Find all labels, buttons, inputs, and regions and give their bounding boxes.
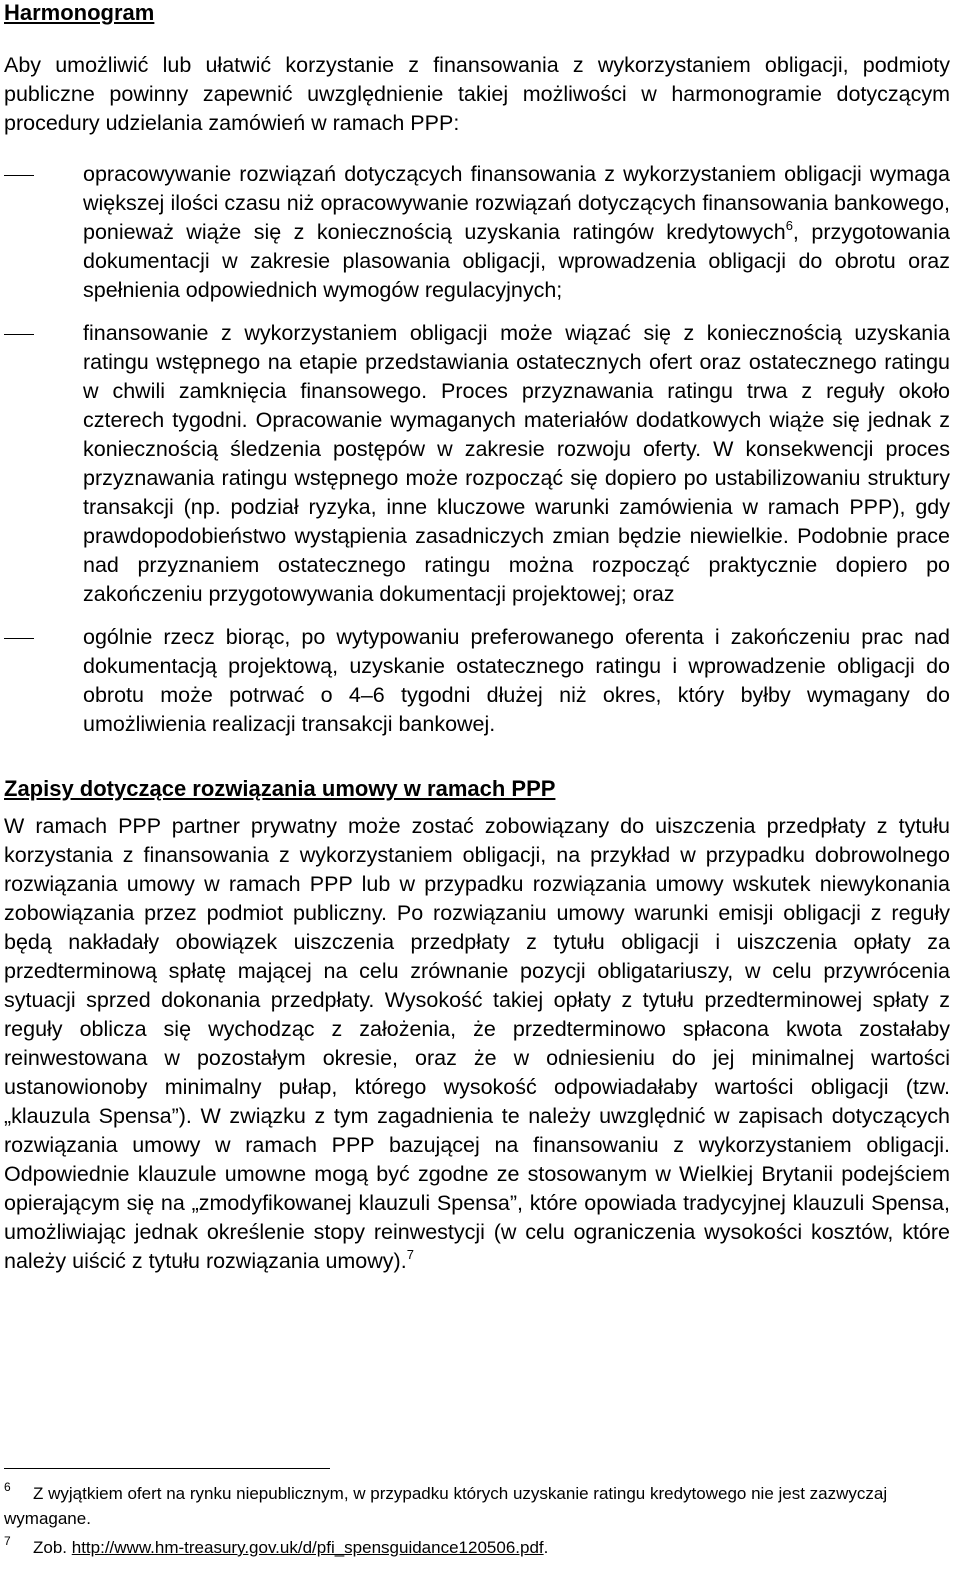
footnote-7	[4, 1535, 950, 1560]
list-item-text: ogólnie rzecz biorąc, po wytypowaniu preferowanego oferenta i zakończeniu prac nad dokumentacją projektową, uzyskanie ostatecznego ratingu i wprowadzenie obligacji do obrotu może potrwać o 4–6 tygodni dłużej niż okres, który byłby wymagany do umożliwienia realizacji transakcji bankowej.	[83, 625, 950, 736]
footnote-separator	[4, 1468, 330, 1469]
footnote-text: Z wyjątkiem ofert na rynku niepublicznym, w przypadku których uzyskanie ratingu kredytowego nie jest zazwyczaj wymagane.	[4, 1484, 888, 1528]
footnote-suffix: .	[543, 1538, 549, 1557]
dash-bullet-icon	[4, 638, 34, 639]
heading-text: Zapisy dotyczące rozwiązania umowy w ramach PPP	[4, 776, 556, 801]
footnote-number: 7	[4, 1534, 11, 1548]
document-page	[4, 0, 950, 1276]
footnote-ref: 7	[406, 1247, 414, 1262]
heading-text: Harmonogram	[4, 0, 155, 25]
list-item-text: opracowywanie rozwiązań dotyczących finansowania z wykorzystaniem obligacji wymaga większej ilości czasu niż opracowywanie rozwiązań dotyczących finansowania bankowego, ponieważ wiąże się z koniecznością uzyskania ratingów kredytowych	[83, 162, 950, 244]
body-paragraph	[4, 812, 950, 1276]
intro-paragraph: Aby umożliwić lub ułatwić korzystanie z finansowania z wykorzystaniem obligacji, podmioty publiczne powinny zapewnić uwzględnienie takiej możliwości w harmonogramie dotyczącym procedury udzielania zamówień w ramach PPP:	[4, 53, 950, 135]
dash-bullet-icon	[4, 334, 34, 335]
footnote-prefix: Zob.	[33, 1538, 72, 1557]
list-item	[4, 319, 950, 609]
footnotes	[4, 1481, 950, 1560]
list-item-text-cont: , przygotowania dokumentacji w zakresie plasowania obligacji, wprowadzenia obligacji do obrotu oraz spełnienia odpowiednich wymogów regulacyjnych;	[83, 220, 950, 302]
list-item	[4, 160, 950, 305]
dash-bullet-icon	[4, 175, 34, 176]
footnote-ref: 6	[785, 218, 793, 233]
list-item-text: finansowanie z wykorzystaniem obligacji może wiązać się z koniecznością uzyskania ratingu wstępnego na etapie przedstawiania ostatecznych ofert oraz ostatecznego ratingu w chwili zamknięcia finansowego. Proces przyznawania ratingu trwa z reguły około czterech tygodni. Opracowanie wymaganych materiałów dodatkowych wiąże się jednak z koniecznością śledzenia postępów w zakresie rozwoju oferty. W konsekwencji proces przyznawania ratingu wstępnego może rozpocząć się dopiero po ustabilizowaniu struktury transakcji (np. podział ryzyka, inne kluczowe warunki zamówienia w ramach PPP), gdy prawdopodobieństwo wystąpienia zasadniczych zmian będzie niewielkie. Podobnie prace nad przyznaniem ostatecznego ratingu można rozpocząć praktycznie dopiero po zakończeniu przygotowywania dokumentacji projektowej; oraz	[83, 321, 950, 606]
section-heading-termination	[4, 776, 950, 802]
footnote-number: 6	[4, 1480, 11, 1494]
footnote-6	[4, 1481, 950, 1531]
list-item	[4, 623, 950, 739]
section-heading-harmonogram	[4, 0, 950, 26]
body-text: W ramach PPP partner prywatny może zostać zobowiązany do uiszczenia przedpłaty z tytułu korzystania z finansowania z wykorzystaniem obligacji, na przykład w przypadku dobrowolnego rozwiązania umowy w ramach PPP lub w przypadku rozwiązania umowy wskutek niewykonania zobowiązania przez podmiot publiczny. Po rozwiązaniu umowy warunki emisji obligacji z reguły będą nakładały obowiązek uiszczenia przedpłaty z tytułu obligacji i uiszczenia opłaty za przedterminową spłatę mającej na celu zrównanie pozycji obligatariuszy, w celu przywrócenia sytuacji sprzed dokonania przedpłaty. Wysokość takiej opłaty z tytułu przedterminowej spłaty z reguły oblicza się wychodząc z założenia, że przedterminowo spłacona kwota zostałaby reinwestowana w pozostałym okresie, oraz że w odniesieniu do jej minimalnej wartości ustanowionoby minimalny pułap, którego wysokość odpowiadałaby wartości obligacji (tzw. „klauzula Spensa”). W związku z tym zagadnienia te należy uwzględnić w zapisach dotyczących rozwiązania umowy w ramach PPP bazującej na finansowaniu z wykorzystaniem obligacji. Odpowiednie klauzule umowne mogą być zgodne ze stosowanym w Wielkiej Brytanii podejściem opierającym się na „zmodyfikowanej klauzuli Spensa”, które opowiada tradycyjnej klauzuli Spensa, umożliwiając jednak określenie stopy reinwestycji (w celu ograniczenia wysokości kosztów, które należy uiścić z tytułu rozwiązania umowy).	[4, 814, 950, 1273]
footnote-link[interactable]: http://www.hm-treasury.gov.uk/d/pfi_spensguidance120506.pdf	[71, 1538, 544, 1557]
bullet-list	[4, 160, 950, 739]
